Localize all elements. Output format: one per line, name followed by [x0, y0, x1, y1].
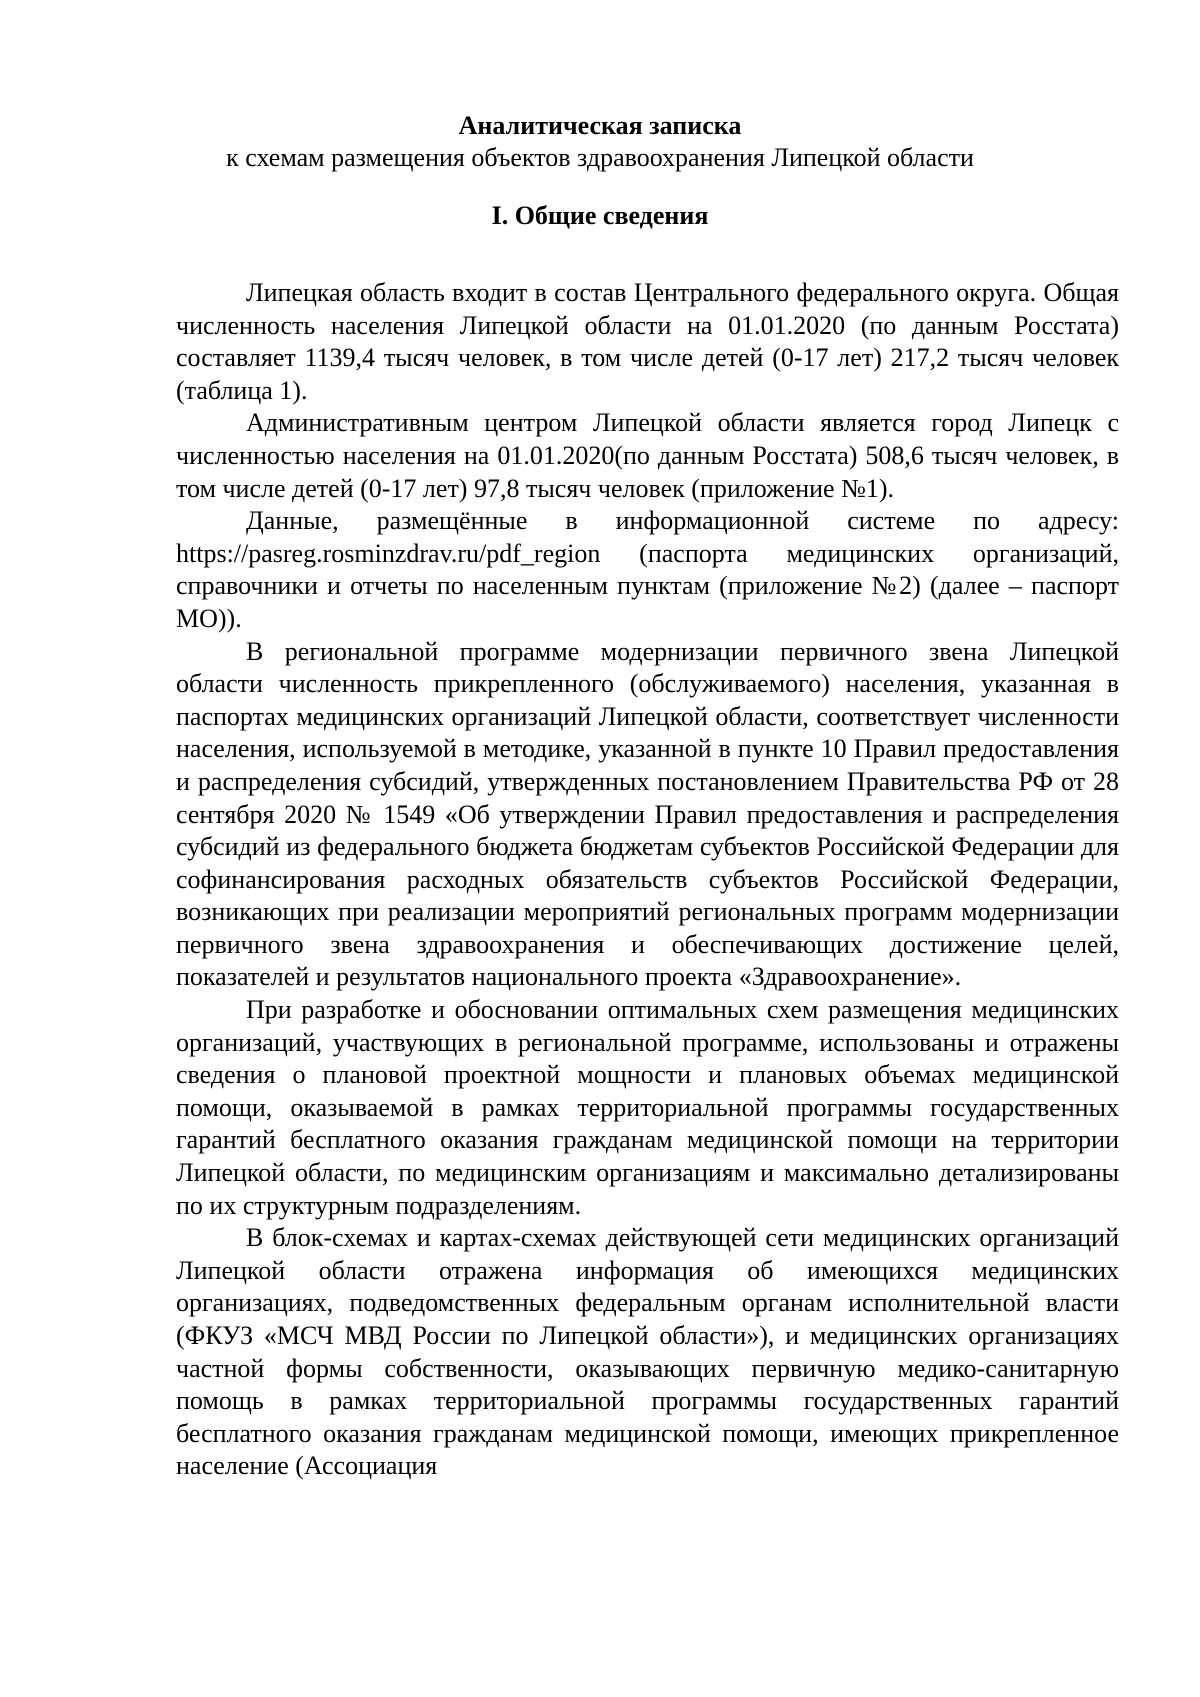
- paragraph-population: Липецкая область входит в состав Центрального федерального округа. Общая численность населения Липецкой области на 01.01.2020 (по данным Росстата) составляет 1139,4 тысяч человек, в том числе детей (0-17 лет) 217,2 тысяч человек (таблица 1).: [176, 278, 1119, 405]
- paragraph-admin-center: Административным центром Липецкой области является город Липецк с численностью населения на 01.01.2020(по данным Росстата) 508,6 тысяч человек, в том числе детей (0-17 лет) 97,8 тысяч человек (приложение №1).: [176, 408, 1119, 503]
- document-body: [176, 277, 1119, 1483]
- section-heading: I. Общие сведения: [491, 201, 709, 230]
- paragraph-block-schemes: В блок-схемах и картах-схемах действующей сети медицинских организаций Липецкой области отражена информация об имеющихся медицинских организациях, подведомственных федеральным органам исполнительной власти (ФКУЗ «МСЧ МВД России по Липецкой области»), и медицинских организациях частной формы собственности, оказывающих первичную медико-санитарную помощь в рамках территориальной программы государственных гарантий бесплатного оказания гражданам медицинской помощи, имеющих прикрепленное население (Ассоциация: [176, 1223, 1119, 1481]
- document-subtitle: к схемам размещения объектов здравоохранения Липецкой области: [226, 143, 974, 172]
- document-title: Аналитическая записка: [458, 111, 742, 140]
- paragraph-data-source: Данные, размещённые в информационной системе по адресу: https://pasreg.rosminzdrav.ru/pdf_region (паспорта медицинских организаций, справочники и отчеты по населенным пунктам (приложение №2) (далее – паспорт МО)).: [176, 506, 1119, 633]
- paragraph-optimal-schemes: При разработке и обосновании оптимальных схем размещения медицинских организаций, участвующих в региональной программе, использованы и отражены сведения о плановой проектной мощности и плановых объемах медицинской помощи, оказываемой в рамках территориальной программы государственных гарантий бесплатного оказания гражданам медицинской помощи на территории Липецкой области, по медицинским организациям и максимально детализированы по их структурным подразделениям.: [176, 995, 1119, 1220]
- paragraph-modernization-program: В региональной программе модернизации первичного звена Липецкой области численность прикрепленного (обслуживаемого) населения, указанная в паспортах медицинских организаций Липецкой области, соответствует численности населения, используемой в методике, указанной в пункте 10 Правил предоставления и распределения субсидий, утвержденных постановлением Правительства РФ от 28 сентября 2020 № 1549 «Об утверждении Правил предоставления и распределения субсидий из федерального бюджета бюджетам субъектов Российской Федерации для софинансирования расходных обязательств субъектов Российской Федерации, возникающих при реализации мероприятий региональных программ модернизации первичного звена здравоохранения и обеспечивающих достижение целей, показателей и результатов национального проекта «Здравоохранение».: [176, 636, 1119, 992]
